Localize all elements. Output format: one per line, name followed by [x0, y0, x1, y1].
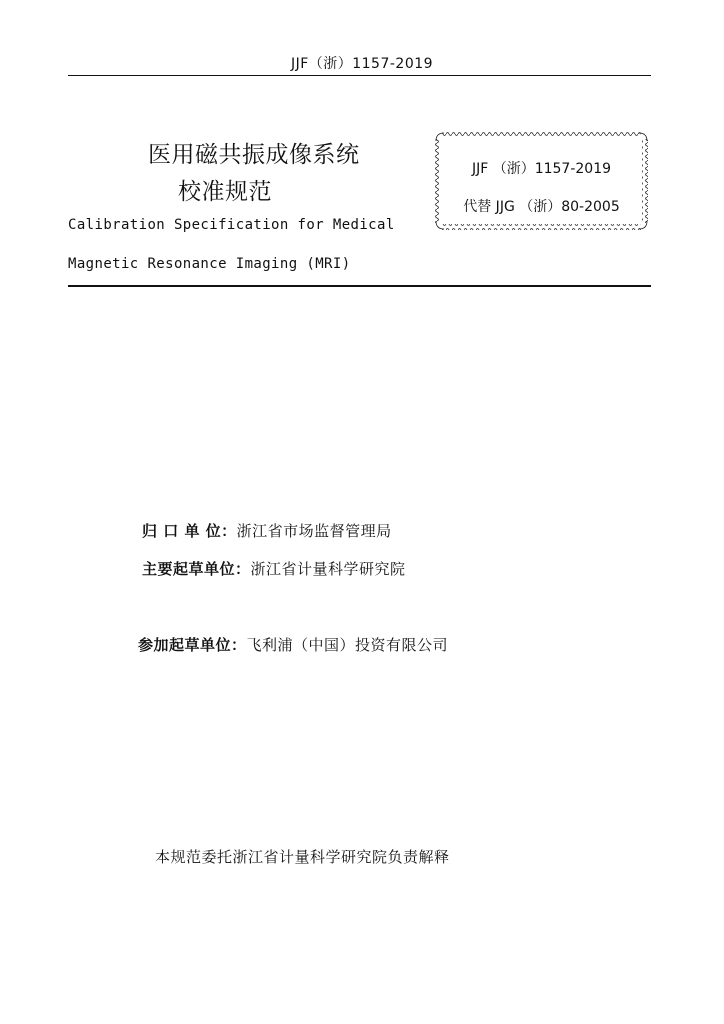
responsible-organization: [142, 520, 392, 541]
participating-drafting-value: 飞利浦（中国）投资有限公司: [246, 636, 449, 654]
code-box-replaces: 代替 JJG （浙）80-2005: [463, 199, 620, 215]
title-chinese-line2: 校准规范: [178, 179, 272, 205]
standard-code-box: [434, 131, 649, 231]
title-english-line1: Calibration Specification for Medical: [68, 217, 395, 233]
code-box-wavy-border: [434, 131, 649, 231]
responsible-organization-value: 浙江省市场监督管理局: [236, 522, 392, 540]
participating-drafting-label: 参加起草单位：: [138, 636, 247, 654]
main-drafting-value: 浙江省计量科学研究院: [250, 560, 406, 578]
responsible-organization-label: 归 口 单 位：: [142, 522, 237, 540]
title-chinese-line1: 医用磁共振成像系统: [148, 142, 360, 168]
interpretation-note: 本规范委托浙江省计量科学研究院负责解释: [155, 848, 450, 866]
main-drafting-organization: [142, 558, 406, 579]
title-english-line2: Magnetic Resonance Imaging (MRI): [68, 256, 351, 272]
top-rule: [68, 75, 651, 76]
middle-rule: [68, 285, 651, 287]
participating-drafting-organization: [138, 634, 448, 655]
code-box-standard-code: JJF （浙）1157-2019: [471, 161, 612, 177]
main-drafting-label: 主要起草单位：: [142, 560, 251, 578]
header-standard-code: JJF（浙）1157-2019: [290, 56, 434, 72]
